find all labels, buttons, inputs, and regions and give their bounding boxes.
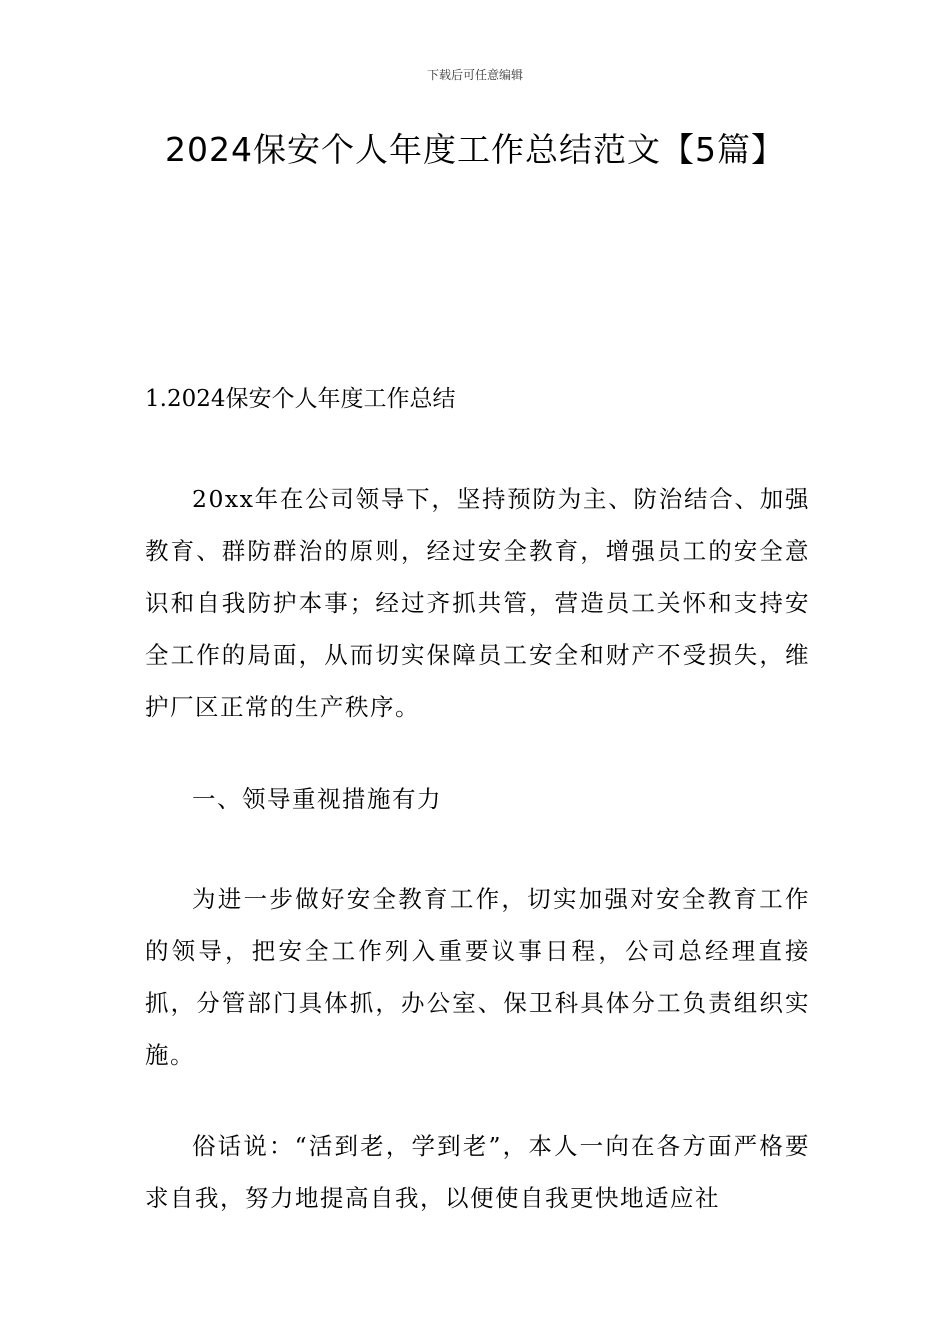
- paragraph-leadership: 为进一步做好安全教育工作，切实加强对安全教育工作的领导，把安全工作列入重要议事日程，公司总经理直接抓，分管部门具体抓，办公室、保卫科具体分工负责组织实施。: [145, 885, 810, 1069]
- section-heading: 1.2024保安个人年度工作总结: [145, 386, 456, 412]
- document-title: 2024保安个人年度工作总结范文【5篇】: [165, 130, 785, 169]
- paragraph-self-improvement: 俗话说：“活到老，学到老”，本人一向在各方面严格要求自我，努力地提高自我，以便使自我更快地适应社: [145, 1132, 810, 1212]
- header-note: 下载后可任意编辑: [426, 68, 523, 82]
- paragraph-intro: 20xx年在公司领导下，坚持预防为主、防治结合、加强教育、群防群治的原则，经过安全教育，增强员工的安全意识和自我防护本事；经过齐抓共管，营造员工关怀和支持安全工作的局面，从而切实保障员工安全和财产不受损失，维护厂区正常的生产秩序。: [145, 485, 810, 721]
- sub-heading-leadership: 一、领导重视措施有力: [192, 785, 442, 813]
